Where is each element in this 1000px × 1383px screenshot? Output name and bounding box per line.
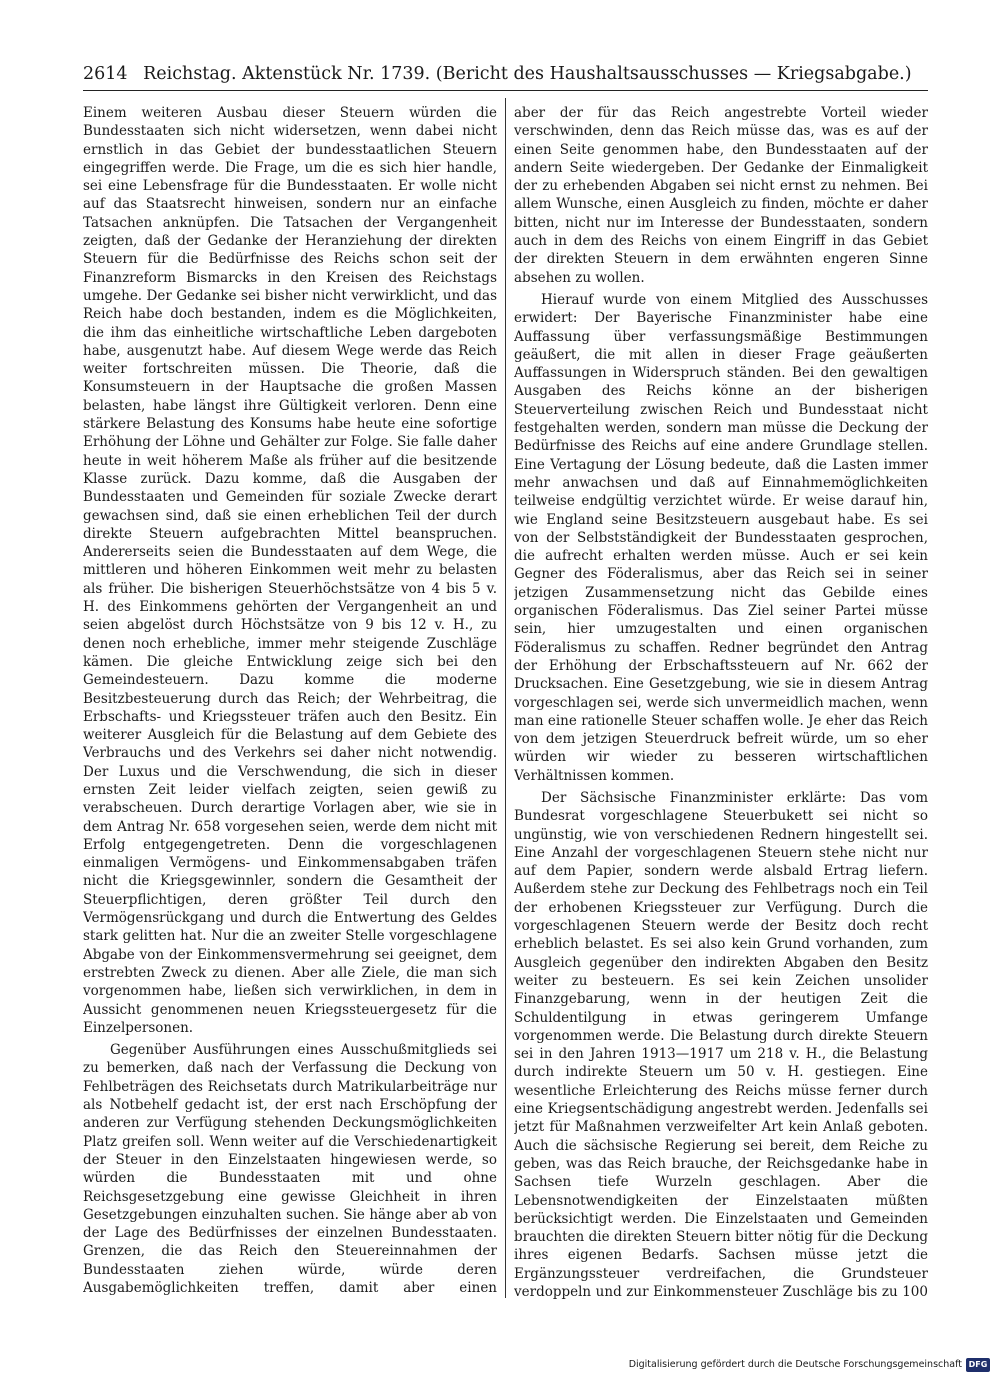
dfg-logo: DFG xyxy=(966,1358,990,1372)
right-column xyxy=(514,104,928,1299)
left-column xyxy=(83,104,497,1299)
page-number: 2614 xyxy=(83,64,128,84)
paragraph: Einem weiteren Ausbau dieser Steuern würden die Bundesstaaten sich nicht widersetzen, wenn dabei nicht ernstlich in das Gebiet der bundesstaatlichen Steuern eingegriffen werde. Die Frage, um die es sich hier handle, sei eine Lebensfrage für die Bundesstaaten. Er wolle nicht auf das Staatsrecht hinweisen, sondern nur an einfache Tatsachen anknüpfen. Die Tatsachen der Vergangenheit zeigten, daß der Gedanke der Heranziehung der direkten Steuern für die Bedürfnisse des Reichs schon seit der Finanzreform Bismarcks in den Kreisen des Reichstags umgehe. Der Gedanke sei bisher nicht verwirklicht, und das Reich habe doch bestanden, indem es die Möglichkeiten, die ihm das einheitliche wirtschaftliche Leben dargeboten habe, ausgenutzt habe. Auf diesem Wege werde das Reich weiter fortschreiten müssen. Die Theorie, daß die Konsumsteuern in der Hauptsache die großen Massen belasten, habe längst ihre Gültigkeit verloren. Denn eine stärkere Belastung des Konsums habe heute eine sofortige Erhöhung der Löhne und Gehälter zur Folge. Sie falle daher heute in weit höherem Maße als früher auf die besitzende Klasse zurück. Dazu komme, daß die Ausgaben der Bundesstaaten und Gemeinden für soziale Zwecke derart gewachsen sind, daß sie einen erheblichen Teil der durch direkte Steuern aufgebrachten Mittel beanspruchen. Andererseits seien die Bundesstaaten auf dem Wege, die mittleren und höheren Einkommen weit mehr zu belasten als früher. Die bisherigen Steuerhöchstsätze von 4 bis 5 v. H. des Einkommens gehörten der Vergangenheit an und seien abgelöst durch Höchstsätze von 9 bis 12 v. H., zu denen noch erhebliche, immer mehr steigende Zuschläge kämen. Die gleiche Entwicklung zeige sich bei den Gemeindesteuern. Dazu komme die moderne Besitzbesteuerung durch das Reich; der Wehrbeitrag, die Erbschafts- und Kriegssteuer träfen auch den Besitz. Ein weiterer Ausgleich für die Belastung auf dem Gebiete des Verbrauchs und des Verkehrs sei daher nicht notwendig. Der Luxus und die Verschwendung, die sich in dieser ernsten Zeit leider vielfach zeigten, seien gewiß zu verabscheuen. Durch derartige Vorlagen aber, wie sie in dem Antrag Nr. 658 vorgesehen seien, werde dem nicht mit Erfolg entgegengetreten. Denn die vorgeschlagenen einmaligen Vermögens- und Einkommensabgaben träfen nicht die Kriegsgewinnler, sondern die Gesamtheit der Steuerpflichtigen, deren größter Teil durch den Vermögensrückgang und durch die Entwertung des Geldes stark gelitten hat. Nur die an zweiter Stelle vorgeschlagene Abgabe von der Einkommensvermehrung sei geeignet, dem erstrebten Zweck zu dienen. Aber alle Ziele, die man sich vorgenommen habe, ließen sich verwirklichen, in dem in Aussicht genommenen neuen Kriegssteuergesetz für die Einzelpersonen. xyxy=(83,105,497,1036)
paragraph: Hierauf wurde von einem Mitglied des Ausschusses erwidert: Der Bayerische Finanzminister habe eine Auffassung über verfassungsmäßige Bestimmungen geäußert, die mit allen in dieser Frage geäußerten Auffassungen in Widerspruch ständen. Bei den gewaltigen Ausgaben des Reichs könne an der bisherigen Steuerverteilung zwischen Reich und Bundesstaat nicht festgehalten werden, sondern man müsse die Deckung der Bedürfnisse des Reichs auf eine andere Grundlage stellen. Eine Vertagung der Lösung bedeute, daß die Lasten immer mehr anwachsen und daß auf Einnahmemöglichkeiten teilweise endgültig verzichtet würde. Er weise darauf hin, wie England seine Besitzsteuern ausgebaut habe. Es sei von der Selbstständigkeit der Bundesstaaten gesprochen, die aufrecht erhalten werden müsse. Auch er sei kein Gegner des Föderalismus, aber das Reich sei in seiner jetzigen Zusammensetzung nicht das Gebilde eines organischen Föderalismus. Das Ziel seiner Partei müsse sein, hier umzugestalten und einen organischen Föderalismus zu schaffen. Redner begründet den Antrag der Erhöhung der Erbschaftssteuern auf Nr. 662 der Drucksachen. Eine Gesetzgebung, wie sie in diesem Antrag vorgeschlagen sei, werde sich unvermeidlich machen, wenn man eine rationelle Steuer schaffen wolle. Je eher das Reich von dem jetzigen Steuerdruck befreit würde, um so eher würden wir wieder zu besseren wirtschaftlichen Verhältnissen kommen. xyxy=(514,291,928,784)
column-divider xyxy=(505,98,506,1298)
header-rule xyxy=(83,90,928,91)
paragraph: Der Sächsische Finanzminister erklärte: Das vom Bundesrat vorgeschlagene Steuerbukett sei nicht so ungünstig, wie von verschiedenen Rednern hingestellt sei. Eine Anzahl der vorgeschlagenen Steuern stehe nicht nur auf dem Papier, sondern werde alsbald Ertrag liefern. Außerdem stehe zur Deckung des Fehlbetrags noch ein Teil der erhobenen Kriegssteuer zur Verfügung. Durch die vorgeschlagenen Steuern werde der Besitz doch recht erheblich belastet. Es sei also kein Grund vorhanden, zum Ausgleich gegenüber den indirekten Abgaben den Besitz weiter zu besteuern. Es sei kein Zeichen unsolider Finanzgebarung, wenn in der heutigen Zeit die Schuldentilgung in etwas geringerem Umfange vorgenommen werde. Die Belastung durch direkte Steuern sei in den Jahren 1913—1917 um 218 v. H., die Belastung durch indirekte Steuern um 50 v. H. gestiegen. Eine wesentliche Erleichterung des Reichs müsse ferner durch eine Kriegsentschädigung angestrebt werden. Jedenfalls sei jetzt für Maßnahmen verzweifelter Art kein Anlaß geboten. Auch die sächsische Regierung sei bereit, dem Reiche zu geben, was das Reich brauche, der Reichsgedanke habe in Sachsen tiefe Wurzeln geschlagen. Aber die Lebensnotwendigkeiten der Einzelstaaten müßten berücksichtigt werden. Die Einzelstaaten und Gemeinden brauchten die direkten Steuern bitter nötig für die Deckung ihres eigenen Bedarfs. Sachsen müsse jetzt die Ergänzungssteuer verdreifachen, die Grundsteuer verdoppeln und zur Einkommensteuer Zuschläge bis zu 100 xyxy=(514,789,928,1299)
paragraph: Gegenüber Ausführungen eines Ausschußmitglieds sei zu bemerken, daß nach der Verfassung die Deckung von Fehlbeträgen des Reichsetats durch Matrikularbeiträge nur als Notbehelf gedacht ist, der erst nach Erschöpfung der anderen zur Verfügung stehenden Deckungsmöglichkeiten Platz greifen soll. Wenn weiter auf die Verschiedenartigkeit der Steuer in den Einzelstaaten hingewiesen werde, so würden die Bundesstaaten mit und ohne Reichsgesetzgebung eine gewisse Gleichheit in ihren Gesetzgebungen einzuhalten suchen. Sie hänge aber ab von der Lage des Bedürfnisses der einzelnen Bundesstaaten. Grenzen, die das Reich den Steuereinnahmen der Bundesstaaten ziehen würde, würde deren Ausgabemöglichkeiten treffen, damit aber einen xyxy=(83,1042,497,1296)
running-header xyxy=(83,60,928,88)
running-title: Reichstag. Aktenstück Nr. 1739. (Bericht des Haushaltsausschusses — Kriegsabgabe.) xyxy=(143,64,912,84)
paragraph: aber der für das Reich angestrebte Vorteil wieder verschwinden, denn das Reich müsse das, was es auf der einen Seite genommen habe, den Bundesstaaten auf der andern Seite wiedergeben. Der Gedanke der Einmaligkeit der zu erhebenden Abgaben sei nicht ernst zu nehmen. Bei allem Wunsche, einen Ausgleich zu finden, möchte er daher bitten, nicht nur im Interesse der Bundesstaaten, sondern auch in dem des Reichs von einem Eingriff in das Gebiet der direkten Steuern in dem erwähnten engeren Sinne absehen zu wollen. xyxy=(514,105,928,286)
digitization-credit: Digitalisierung gefördert durch die Deutsche Forschungsgemeinschaft xyxy=(628,1359,962,1370)
